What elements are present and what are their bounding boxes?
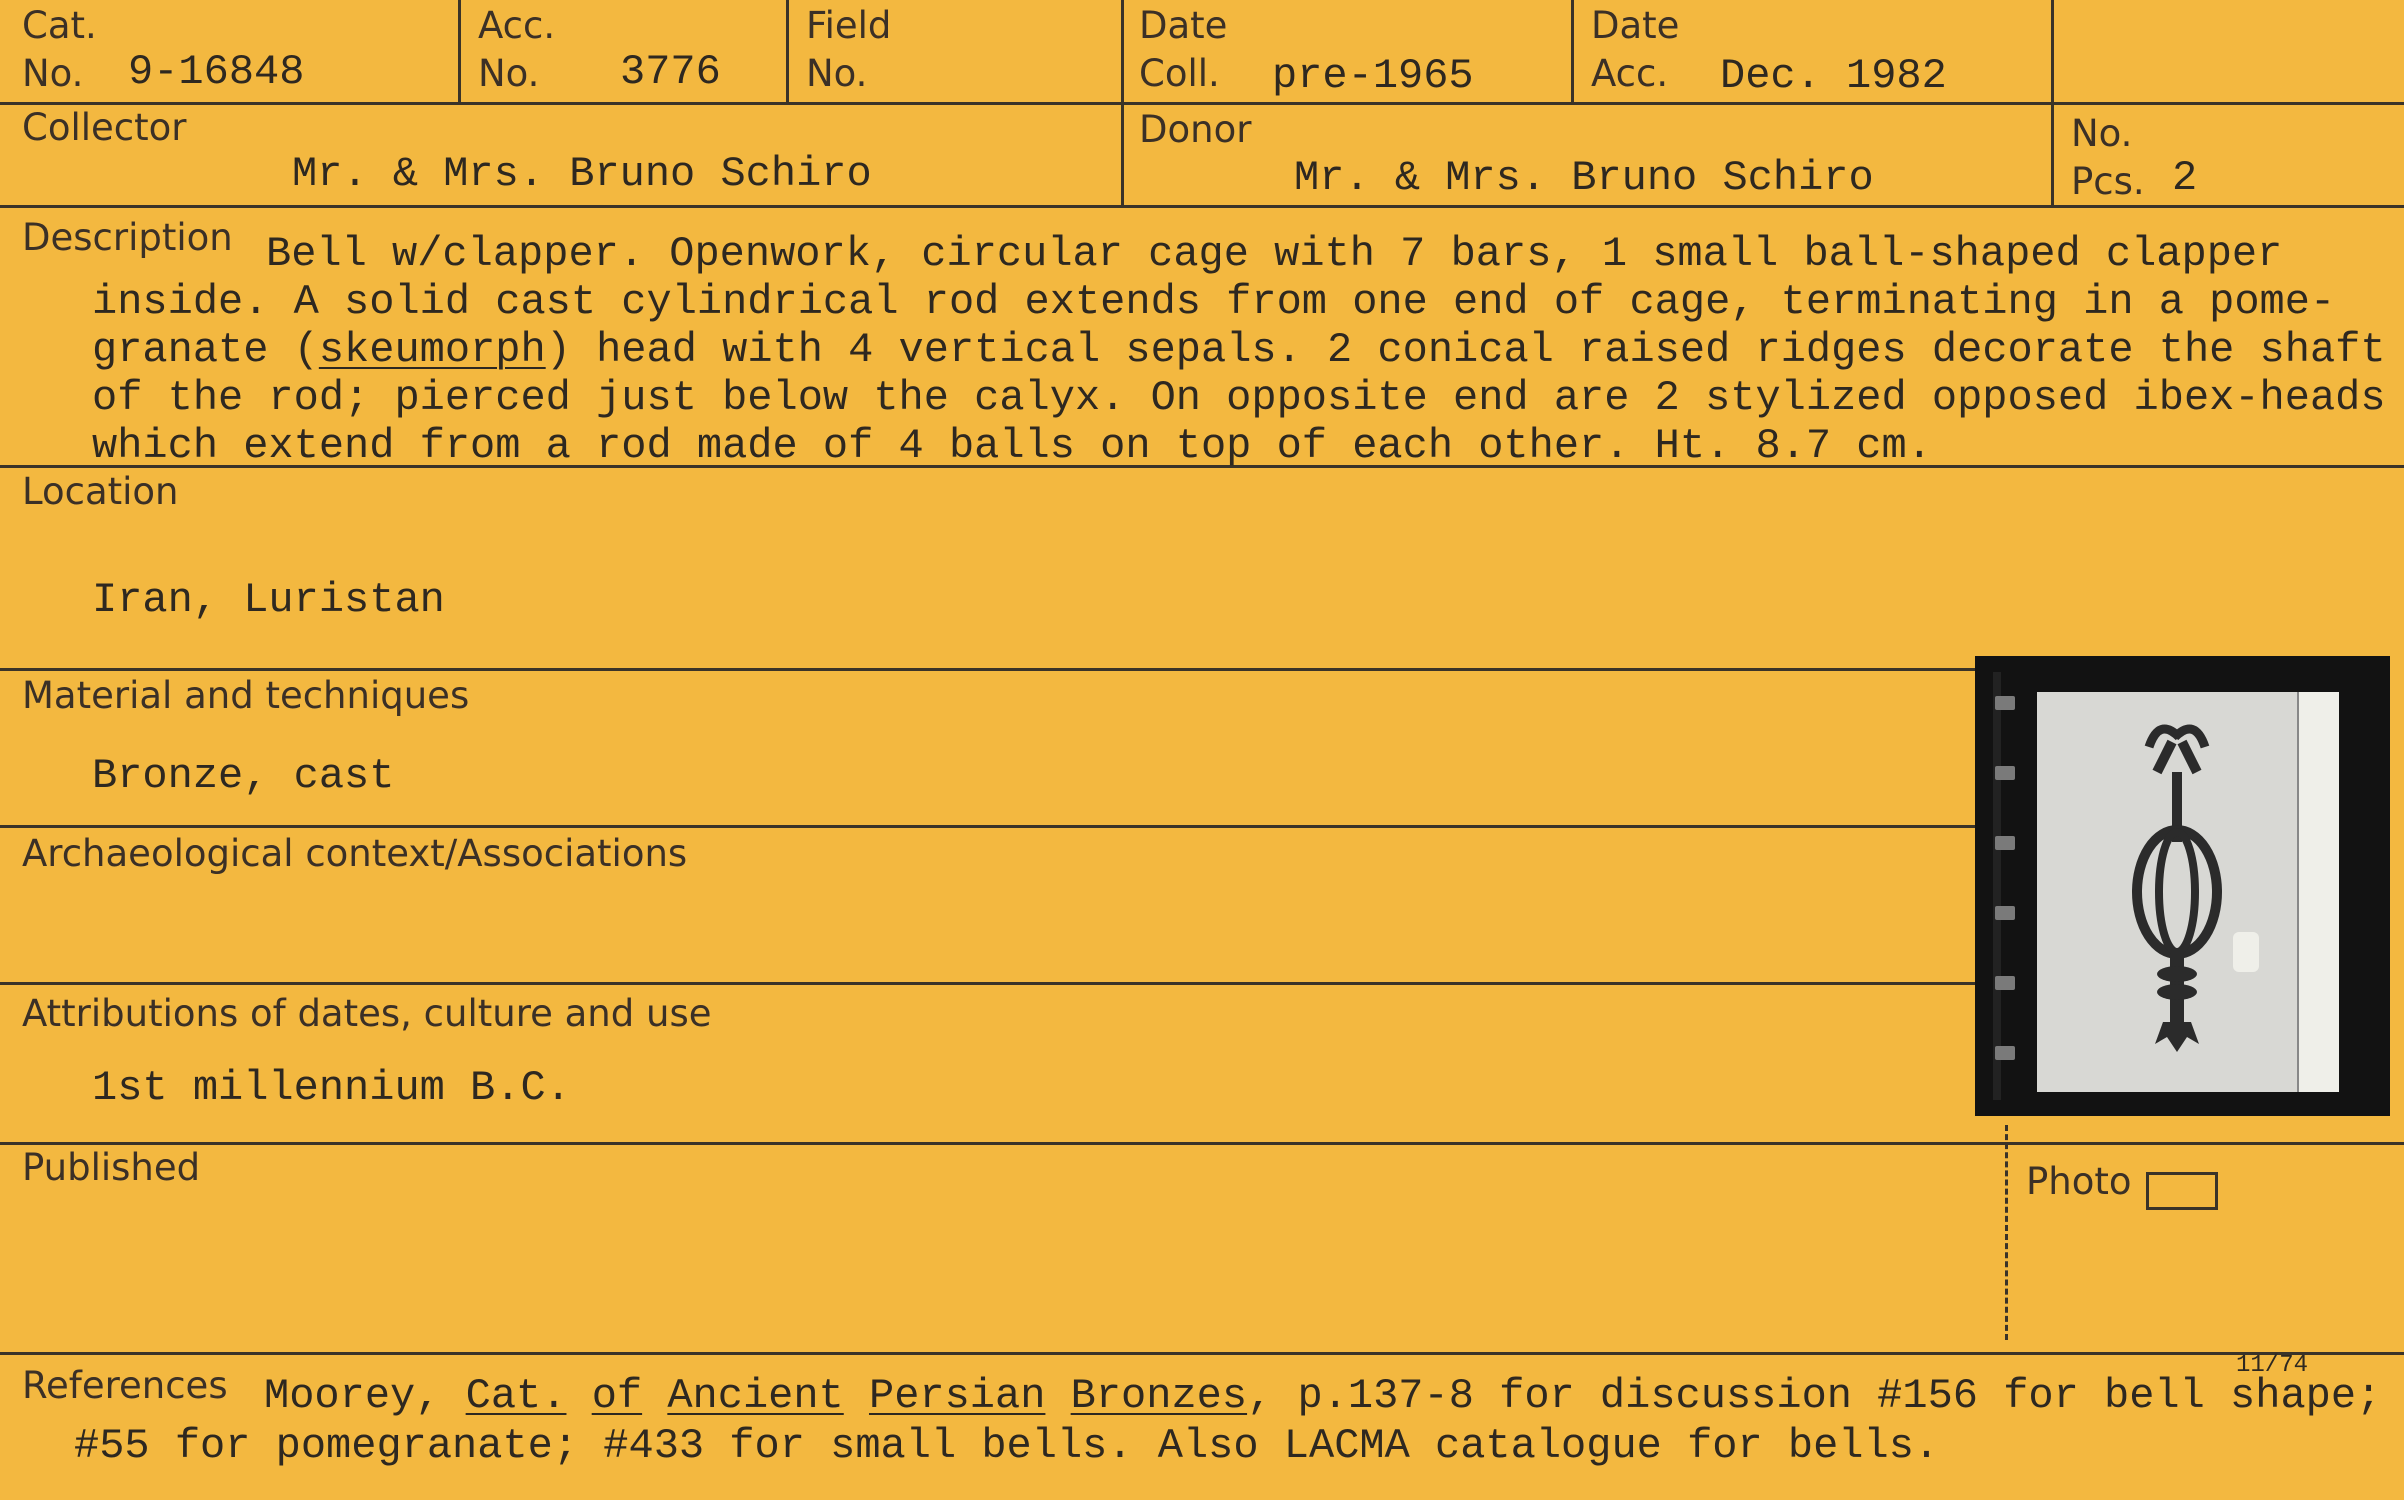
acc-no-label: No.	[478, 52, 540, 95]
references-label: References	[22, 1364, 228, 1407]
acc-date-label: Acc.	[1591, 52, 1669, 95]
description-term: skeumorph	[318, 326, 546, 374]
references-line-1	[264, 1372, 2381, 1420]
film-sprocket	[1995, 696, 2015, 710]
divider	[0, 102, 2404, 105]
photo-label: Photo	[2026, 1160, 2132, 1203]
context-label: Archaeological context/Associations	[22, 832, 688, 875]
cat-number: 9-16848	[128, 48, 305, 96]
donor-label: Donor	[1139, 108, 1252, 151]
description-label: Description	[22, 216, 233, 259]
acc-number: 3776	[620, 48, 721, 96]
field-label: Field	[806, 4, 892, 47]
material-value: Bronze, cast	[92, 752, 395, 800]
references-title-cat: Cat.	[465, 1372, 567, 1420]
pieces-count: 2	[2172, 154, 2198, 202]
bell-image	[2037, 692, 2337, 1092]
cat-no-label: No.	[22, 52, 84, 95]
attributions-value: 1st millennium B.C.	[92, 1064, 571, 1112]
cat-label: Cat.	[22, 4, 97, 47]
location-label: Location	[22, 470, 179, 513]
film-sprocket	[1995, 836, 2015, 850]
collector-label: Collector	[22, 106, 187, 149]
divider	[0, 1352, 2404, 1355]
object-photo	[1975, 656, 2390, 1116]
film-sprocket	[1995, 766, 2015, 780]
published-label: Published	[22, 1146, 201, 1189]
divider	[0, 1142, 2404, 1145]
references-line-2: #55 for pomegranate; #433 for small bells. Also LACMA catalogue for bells.	[74, 1422, 1940, 1470]
date-accessioned: Dec. 1982	[1720, 52, 1947, 100]
film-sprocket	[1995, 976, 2015, 990]
divider	[458, 0, 461, 102]
donor-name: Mr. & Mrs. Bruno Schiro	[1294, 154, 1874, 202]
divider	[786, 0, 789, 102]
attributions-label: Attributions of dates, culture and use	[22, 992, 712, 1035]
references-part	[642, 1372, 667, 1420]
acc-label: Acc.	[478, 4, 556, 47]
divider	[0, 982, 1985, 985]
references-part: Moorey,	[264, 1372, 466, 1420]
description-part: ) head with 4 vertical sepals. 2 conical raised ridges decorate the shaft of the rod; pierced just below the calyx. On opposite end are 2 stylized opposed ibex-heads which extend from a rod made of 4 balls on top of each other. Ht. 8.7 cm.	[92, 326, 2386, 470]
divider	[2051, 0, 2054, 205]
collector-name: Mr. & Mrs. Bruno Schiro	[292, 150, 872, 198]
divider	[1121, 0, 1124, 205]
references-title-persian: Persian	[868, 1372, 1046, 1420]
references-title-ancient: Ancient	[667, 1372, 844, 1420]
film-sprocket	[1995, 906, 2015, 920]
references-part	[1045, 1372, 1070, 1420]
material-label: Material and techniques	[22, 674, 470, 717]
description-text	[92, 230, 2392, 470]
date-collected: pre-1965	[1272, 52, 1474, 100]
film-sprocket	[1995, 1046, 2015, 1060]
pieces-no-label: No.	[2071, 112, 2133, 155]
divider	[0, 205, 2404, 208]
photo-checkbox[interactable]	[2146, 1172, 2218, 1210]
divider	[0, 825, 1985, 828]
references-title-bronzes: Bronzes	[1070, 1372, 1248, 1420]
references-part: , p.137-8 for discussion #156 for bell shape;	[1247, 1372, 2382, 1420]
date-acc-label: Date	[1591, 4, 1680, 47]
references-part	[566, 1372, 591, 1420]
description-part: Bell w/clapper. Openwork, circular cage with 7 bars, 1 small ball-shaped clapper inside. A solid cast cylindrical rod extends from one end of cage, terminating in a pome-granate (	[92, 230, 2336, 374]
divider	[1571, 0, 1574, 102]
field-no-label: No.	[806, 52, 868, 95]
location-value: Iran, Luristan	[92, 576, 445, 624]
pieces-label: Pcs.	[2071, 160, 2145, 203]
divider	[0, 668, 1985, 671]
references-part	[844, 1372, 869, 1420]
date-coll-label: Date	[1139, 4, 1228, 47]
references-title-of: of	[591, 1372, 643, 1420]
coll-label: Coll.	[1139, 52, 1220, 95]
card-date-note: 11/74	[2236, 1352, 2309, 1379]
photo-divider	[2005, 1125, 2008, 1340]
